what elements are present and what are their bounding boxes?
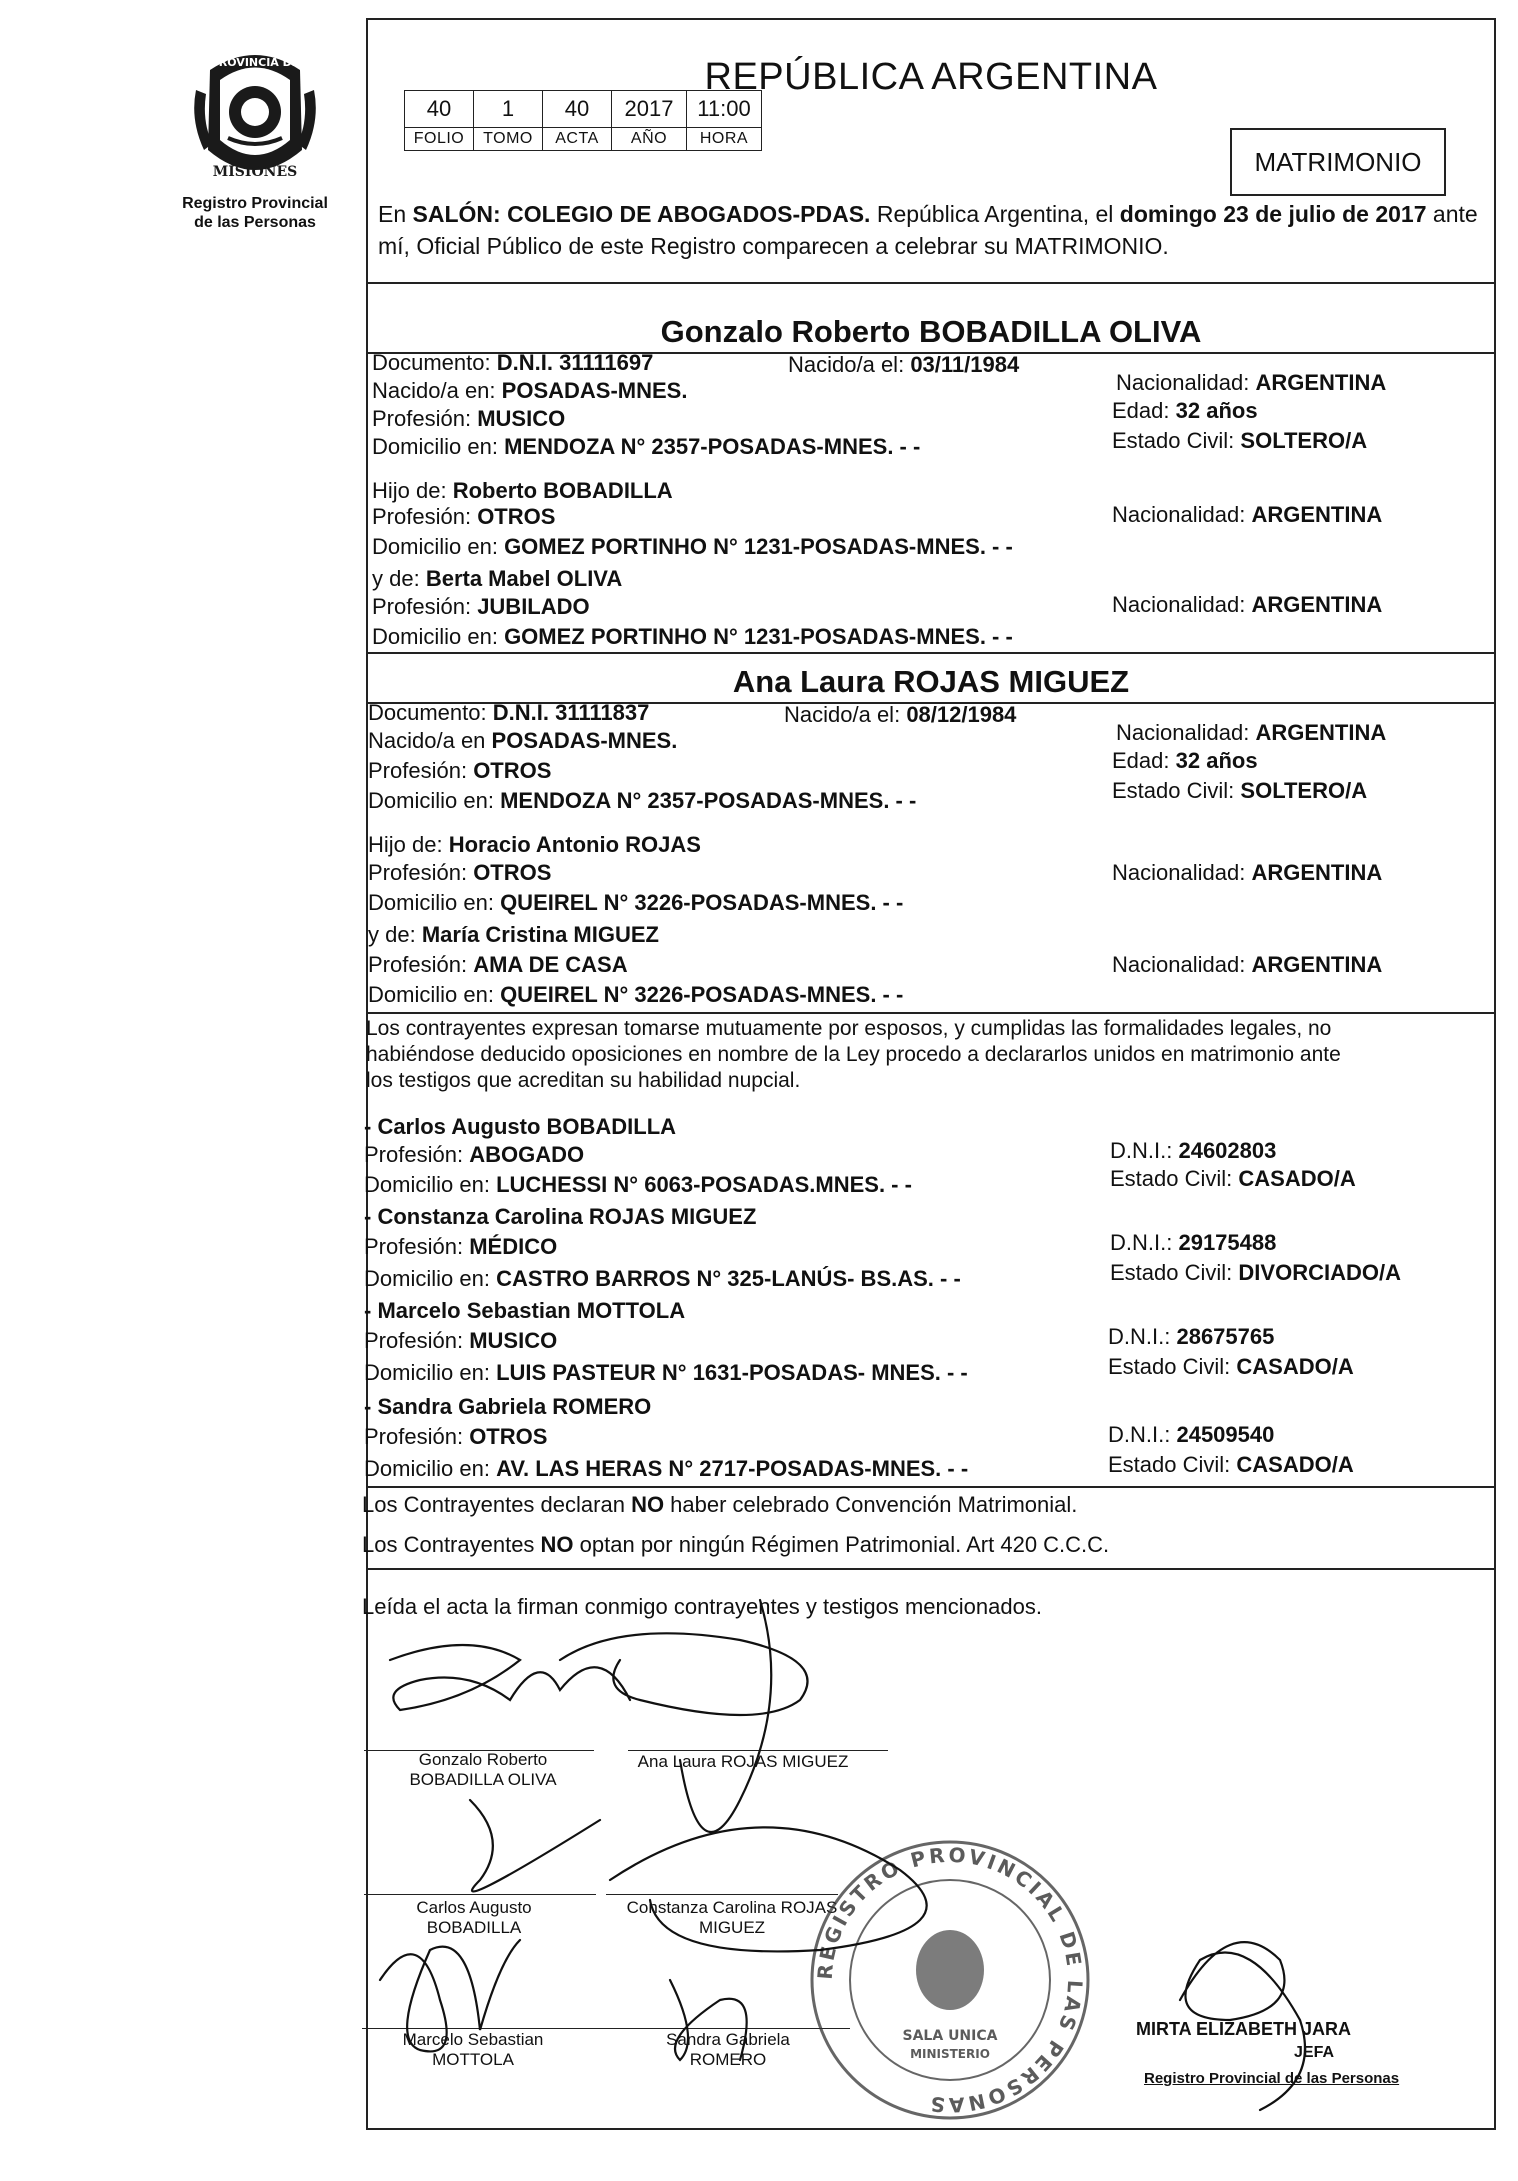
- hora-label: HORA: [687, 128, 762, 151]
- spouse2-mother-profession: Profesión: AMA DE CASA: [368, 952, 628, 977]
- divider: [368, 652, 1494, 654]
- spouse2-name: Ana Laura ROJAS MIGUEZ: [732, 664, 1130, 699]
- spouse1-mother-profession: Profesión: JUBILADO: [372, 594, 590, 619]
- spouse1-address: Domicilio en: MENDOZA N° 2357-POSADAS-MNES. - -: [372, 434, 921, 459]
- spouse1-mother: y de: Berta Mabel OLIVA: [372, 566, 623, 591]
- spouse2-civil-status: Estado Civil: SOLTERO/A: [1112, 778, 1368, 803]
- folio-value: 40: [405, 91, 474, 128]
- emblem-bottom-text: MISIONES: [212, 164, 298, 180]
- signature-caption-spouse2: Ana Laura ROJAS MIGUEZ: [637, 1752, 849, 1771]
- signature-caption-witness1: Carlos Augusto BOBADILLA: [416, 1898, 532, 1937]
- hora-value: 11:00: [687, 91, 762, 128]
- spouse1-civil-status: Estado Civil: SOLTERO/A: [1112, 428, 1368, 453]
- page-title: REPÚBLICA ARGENTINA: [704, 56, 1158, 98]
- official-organization: Registro Provincial de las Personas: [1144, 2070, 1400, 2087]
- declaration-line3: los testigos que acreditan su habilidad nupcial.: [366, 1069, 801, 1092]
- divider: [368, 282, 1494, 284]
- spouse2-birthplace: Nacido/a en POSADAS-MNES.: [368, 728, 678, 753]
- folio-label: FOLIO: [405, 128, 474, 151]
- seal-inner-line1: SALA UNICA: [902, 2028, 998, 2044]
- divider: [368, 1486, 1494, 1488]
- spouse1-age: Edad: 32 años: [1112, 398, 1258, 423]
- official-title: JEFA: [1294, 2044, 1335, 2061]
- signature-line: [362, 2028, 594, 2029]
- signature-caption-spouse1: Gonzalo Roberto BOBADILLA OLIVA: [409, 1750, 557, 1789]
- spouse1-mother-address: Domicilio en: GOMEZ PORTINHO N° 1231-POSADAS-MNES. - -: [372, 624, 1013, 649]
- closing-statement: Leída el acta la firman conmigo contrayentes y testigos mencionados.: [362, 1594, 1042, 1619]
- spouse1-name: Gonzalo Roberto BOBADILLA OLIVA: [660, 314, 1202, 349]
- declaration-line2: habiéndose deducido oposiciones en nombre de la Ley procedo a declararlos unidos en matrimonio ante: [366, 1043, 1341, 1066]
- spouse2-mother-nationality: Nacionalidad: ARGENTINA: [1112, 952, 1383, 977]
- spouse1-father: Hijo de: Roberto BOBADILLA: [372, 478, 673, 503]
- seal-emblem-icon: [916, 1930, 984, 2010]
- tomo-value: 1: [474, 91, 543, 128]
- spouse2-father-profession: Profesión: OTROS: [368, 860, 552, 885]
- spouse2-father-address: Domicilio en: QUEIREL N° 3226-POSADAS-MNES. - -: [368, 890, 904, 915]
- official-name: MIRTA ELIZABETH JARA: [1136, 2019, 1351, 2039]
- spouse2-father: Hijo de: Horacio Antonio ROJAS: [368, 832, 701, 857]
- logo-caption-line1: Registro Provincial: [182, 195, 328, 212]
- signature-caption-witness4: Sandra Gabriela ROMERO: [666, 2030, 790, 2069]
- spouse1-father-nationality: Nacionalidad: ARGENTINA: [1112, 502, 1383, 527]
- spouse1-nationality: Nacionalidad: ARGENTINA: [1116, 370, 1387, 395]
- signature-line: [364, 1894, 596, 1895]
- signature-line: [628, 1750, 888, 1751]
- registry-logo: [160, 40, 350, 280]
- divider: [368, 1568, 1494, 1570]
- spouse2-father-nationality: Nacionalidad: ARGENTINA: [1112, 860, 1383, 885]
- spouse1-profession: Profesión: MUSICO: [372, 406, 566, 431]
- emblem-top-text: PROVINCIA DE: [210, 56, 300, 69]
- spouse2-document: Documento: D.N.I. 31111837: [368, 700, 650, 725]
- signature-caption-witness2: Constanza Carolina ROJAS MIGUEZ: [626, 1898, 838, 1937]
- act-type-badge: MATRIMONIO: [1230, 128, 1446, 196]
- spouse1-mother-nationality: Nacionalidad: ARGENTINA: [1112, 592, 1383, 617]
- act-frame: REPÚBLICA ARGENTINA 40 1 40 2017 11:00 FOLIO TOMO ACTA AÑO HORA MATRIMONIO En SALÓN: COLEGIO DE ABOGADOS-PDAS. República Argentina, el domingo 23 de julio de 2017 ante mí, Oficial Público de este Registro comparecen a celebrar su MATRIMONIO. Gonzalo Roberto BOBADILLA OLIVA Documento: D.N.I. 31111697 Nacido/a el: 03/11/1984 Nacionalidad: ARGENTINA Nacido/a en: POSADAS-MNES. Edad: 32 años Profesión: MUSICO Estado Civil: SOLTERO/A Domicilio en: MENDOZA N° 2357-POSADAS-MNES. - - Hijo de: Roberto BOBADILLA Profesión: OTROS Nacionalidad: ARGENTINA Domicilio en: GOMEZ PORTINHO N° 1231-POSADAS-MNES. - - y de: Berta Mabel OLIVA Profesión: JUBILADO Nacionalidad: ARGENTINA Domicilio en: GOMEZ PORTINHO N° 1231-POSADAS-MNES. - - Ana Laura ROJAS MIGUEZ Documento: D.N.I. 31111837 Nacido/a el: 08/12/1984 Nacionalidad: ARGENTINA Nacido/a en POSADAS-MNES. Edad: 32 años Profesión: OTROS Estado Civil: SOLTERO/A Domicilio en: MENDOZA N° 2357-POSADAS-MNES. - - Hijo de: Horacio Antonio ROJAS Profesión: OTROS Nacionalidad: ARGENTINA Domicilio en: QUEIREL N° 3226-POSADAS-MNES. - - y de: María Cristina MIGUEZ Profesión: AMA DE CASA Nacionalidad: ARGENTINA Domicilio en: QUEIREL N° 3226-POSADAS-MNES. - - Los contrayentes expresan tomarse mutuamente por esposos, y cumplidas las formalidades legales, no habiéndose deducido oposiciones en nombre de la Ley procedo a declararlos unidos en matrimonio ante los testigos que acreditan su habilidad nupcial. - Carlos Augusto BOBADILLA Profesión: ABOGADO Domicilio en: LUCHESSI N° 6063-POSADAS.MNES. - - D.N.I.: 24602803 Estado Civil: CASADO/A - Constanza Carolina ROJAS MIGUEZ Profesión: MÉDICO Domicilio en: CASTRO BARROS N° 325-LANÚS- BS.AS. - - D.N.I.: 29175488 Estado Civil: DIVORCIADO/A - Marcelo Sebastian MOTTOLA Profesión: MUSICO Domicilio en: LUIS PASTEUR N° 1631-POSADAS- MNES. - - D.N.I.: 28675765 Estado Civil: CASADO/A - Sandra Gabriela ROMERO Profesión: OTROS Domicilio en: AV. LAS HERAS N° 2717-POSADAS-MNES. - - D.N.I.: 24509540 Estado Civil: CASADO/A Los Contrayentes declaran NO haber celebrado Convención Matrimonial. Los Contrayentes NO optan por ningún Régimen Patrimonial. Art 420 C.C.C. Leída el acta la firman conmigo contrayentes y testigos mencionados. Gonzalo Roberto BOBADILLA OLIVA Ana Laura ROJAS MIGUEZ Carlos Augusto BOBADILLA Constanza Carolina ROJAS MIGUEZ Marcelo Sebastian MOTTOLA Sandra Gabriela ROMERO MIRTA ELIZABETH JARA JEFA Registro Provincial de las Personas: [366, 18, 1496, 2130]
- registry-data-table: [404, 90, 762, 151]
- anio-label: AÑO: [612, 128, 687, 151]
- acta-label: ACTA: [543, 128, 612, 151]
- spouse2-mother-address: Domicilio en: QUEIREL N° 3226-POSADAS-MNES. - -: [368, 982, 904, 1007]
- spouse1-birthdate: Nacido/a el: 03/11/1984: [788, 352, 1020, 377]
- signature-caption-witness3: Marcelo Sebastian MOTTOLA: [402, 2030, 544, 2069]
- spouse1-father-profession: Profesión: OTROS: [372, 504, 556, 529]
- spouse1-birthplace: Nacido/a en: POSADAS-MNES.: [372, 378, 688, 403]
- logo-caption-line2: de las Personas: [194, 214, 316, 231]
- tomo-label: TOMO: [474, 128, 543, 151]
- divider: [368, 1012, 1494, 1014]
- official-seal: [800, 1830, 1100, 2130]
- convention-line1: Los Contrayentes declaran NO haber celebrado Convención Matrimonial.: [362, 1492, 1078, 1517]
- declaration-line1: Los contrayentes expresan tomarse mutuamente por esposos, y cumplidas las formalidades legales, no: [366, 1017, 1332, 1040]
- province-emblem-icon: [190, 40, 320, 190]
- intro-paragraph: En SALÓN: COLEGIO DE ABOGADOS-PDAS. República Argentina, el domingo 23 de julio de 2017 ante mí, Oficial Público de este Registro comparecen a celebrar su MATRIMONIO.: [378, 201, 1478, 259]
- spouse2-profession: Profesión: OTROS: [368, 758, 552, 783]
- convention-line2: Los Contrayentes NO optan por ningún Régimen Patrimonial. Art 420 C.C.C.: [362, 1532, 1110, 1557]
- spouse1-father-address: Domicilio en: GOMEZ PORTINHO N° 1231-POSADAS-MNES. - -: [372, 534, 1013, 559]
- anio-value: 2017: [612, 91, 687, 128]
- seal-inner-line2: MINISTERIO: [910, 2047, 990, 2061]
- spouse1-document: Documento: D.N.I. 31111697: [372, 350, 654, 375]
- spouse2-age: Edad: 32 años: [1112, 748, 1258, 773]
- spouse2-birthdate: Nacido/a el: 08/12/1984: [784, 702, 1017, 727]
- seal-ring-text: REGISTRO PROVINCIAL DE LAS PERSONAS: [812, 1842, 1088, 2118]
- spouse2-address: Domicilio en: MENDOZA N° 2357-POSADAS-MNES. - -: [368, 788, 917, 813]
- acta-value: 40: [543, 91, 612, 128]
- spouse2-nationality: Nacionalidad: ARGENTINA: [1116, 720, 1387, 745]
- spouse2-mother: y de: María Cristina MIGUEZ: [368, 922, 659, 947]
